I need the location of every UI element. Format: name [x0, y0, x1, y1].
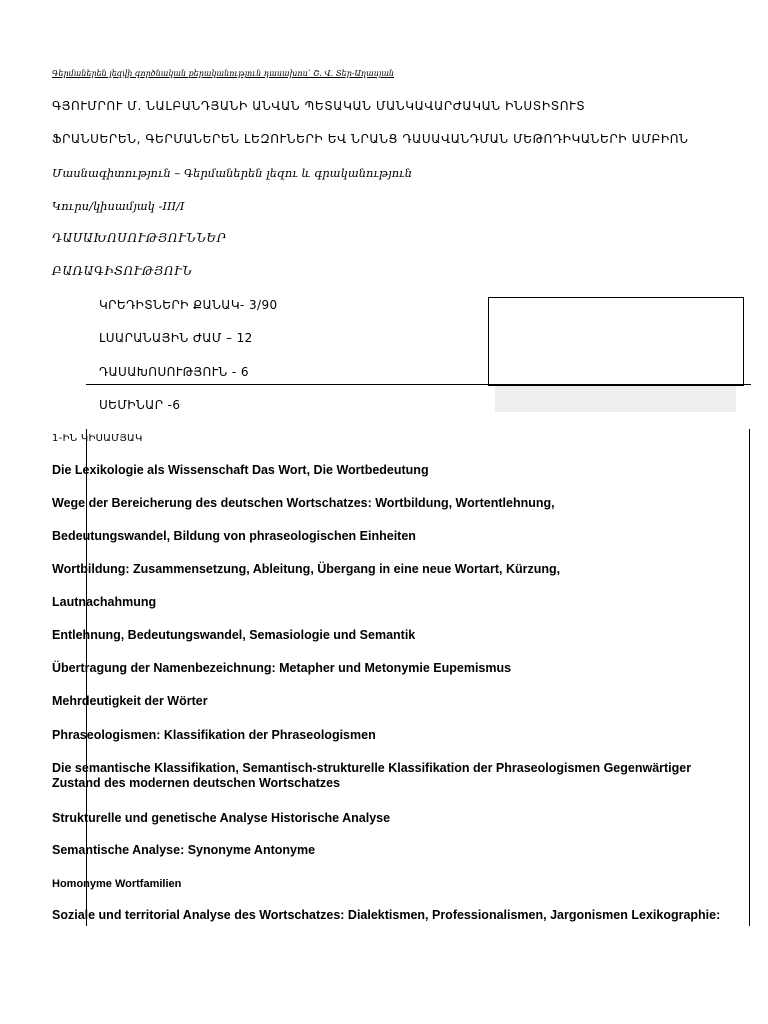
topic-item: Übertragung der Namenbezeichnung: Metapher und Metonymie Eupemismus: [52, 661, 512, 675]
shaded-area: [495, 386, 736, 412]
topic-item: Wege der Bereicherung des deutschen Wortschatzes: Wortbildung, Wortentlehnung,: [52, 496, 555, 510]
topic-item: Entlehnung, Bedeutungswandel, Semasiologie und Semantik: [52, 628, 416, 642]
lectures-title: ԴԱՍԱԽՈՍՈՒԹՅՈՒՆՆԵՐ: [52, 231, 227, 245]
right-vertical-rule: [749, 429, 750, 926]
seminar-hours: ՍԵՄԻՆԱՐ -6: [99, 398, 181, 412]
document-header-line: Գերմաներեն լեզվի գործնական քերականություն դասախոս՝ Շ. Վ. Տեր-Աղասյան: [52, 69, 395, 78]
semester-heading: 1-ԻՆ ԿԻՍԱՄՅԱԿ: [52, 433, 143, 444]
topic-item: Soziale und territorial Analyse des Wortschatzes: Dialektismen, Professionalismen, Jargonismen Lexikographie:: [52, 908, 721, 922]
topic-item: Die Lexikologie als Wissenschaft Das Wort, Die Wortbedeutung: [52, 463, 429, 477]
signature-box: [488, 297, 744, 386]
subject-title: ԲԱՌԱԳԻՏՈՒԹՅՈՒՆ: [52, 264, 193, 278]
topic-item: Phraseologismen: Klassifikation der Phraseologismen: [52, 728, 376, 742]
lecture-hours: ԴԱՍԱԽՈՍՈՒԹՅՈՒՆ - 6: [99, 365, 249, 379]
classroom-hours: ԼՍԱՐԱՆԱՅԻՆ ԺԱՄ – 12: [99, 331, 253, 345]
topic-item: Wortbildung: Zusammensetzung, Ableitung, Übergang in eine neue Wortart, Kürzung,: [52, 562, 561, 576]
topic-item: Mehrdeutigkeit der Wörter: [52, 694, 208, 708]
institute-name: ԳՅՈՒՄՐՈՒ Մ. ՆԱԼԲԱՆԴՅԱՆԻ ԱՆՎԱՆ ՊԵՏԱԿԱՆ ՄԱՆԿԱՎԱՐԺԱԿԱՆ ԻՆՍՏԻՏՈՒՏ: [52, 99, 586, 113]
topic-item: Die semantische Klassifikation, Semantisch-strukturelle Klassifikation der Phraseologismen Gegenwärtiger Zustand des modernen deutschen Wortschatzes: [52, 761, 692, 790]
topic-item: Lautnachahmung: [52, 595, 157, 609]
department-name: ՖՐԱՆՍԵՐԵՆ, ԳԵՐՄԱՆԵՐԵՆ ԼԵԶՈՒՆԵՐԻ ԵՎ ՆՐԱՆՑ ԴԱՍԱՎԱՆԴՄԱՆ ՄԵԹՈԴԻԿԱՆԵՐԻ ԱՄԲԻՈՆ: [52, 132, 689, 146]
topic-item: Bedeutungswandel, Bildung von phraseologischen Einheiten: [52, 529, 416, 543]
horizontal-rule: [86, 384, 751, 385]
topic-item: Homonyme Wortfamilien: [52, 878, 182, 890]
topic-item: Semantische Analyse: Synonyme Antonyme: [52, 843, 316, 857]
specialty-line: Մասնագիտություն – Գերմաներեն լեզու և գրականություն: [52, 166, 413, 180]
topic-item: Strukturelle und genetische Analyse Historische Analyse: [52, 811, 391, 825]
course-semester-line: Կուրս/կիսամյակ -III/I: [52, 199, 185, 213]
credits-count: ԿՐԵԴԻՏՆԵՐԻ ՔԱՆԱԿ- 3/90: [99, 298, 278, 312]
